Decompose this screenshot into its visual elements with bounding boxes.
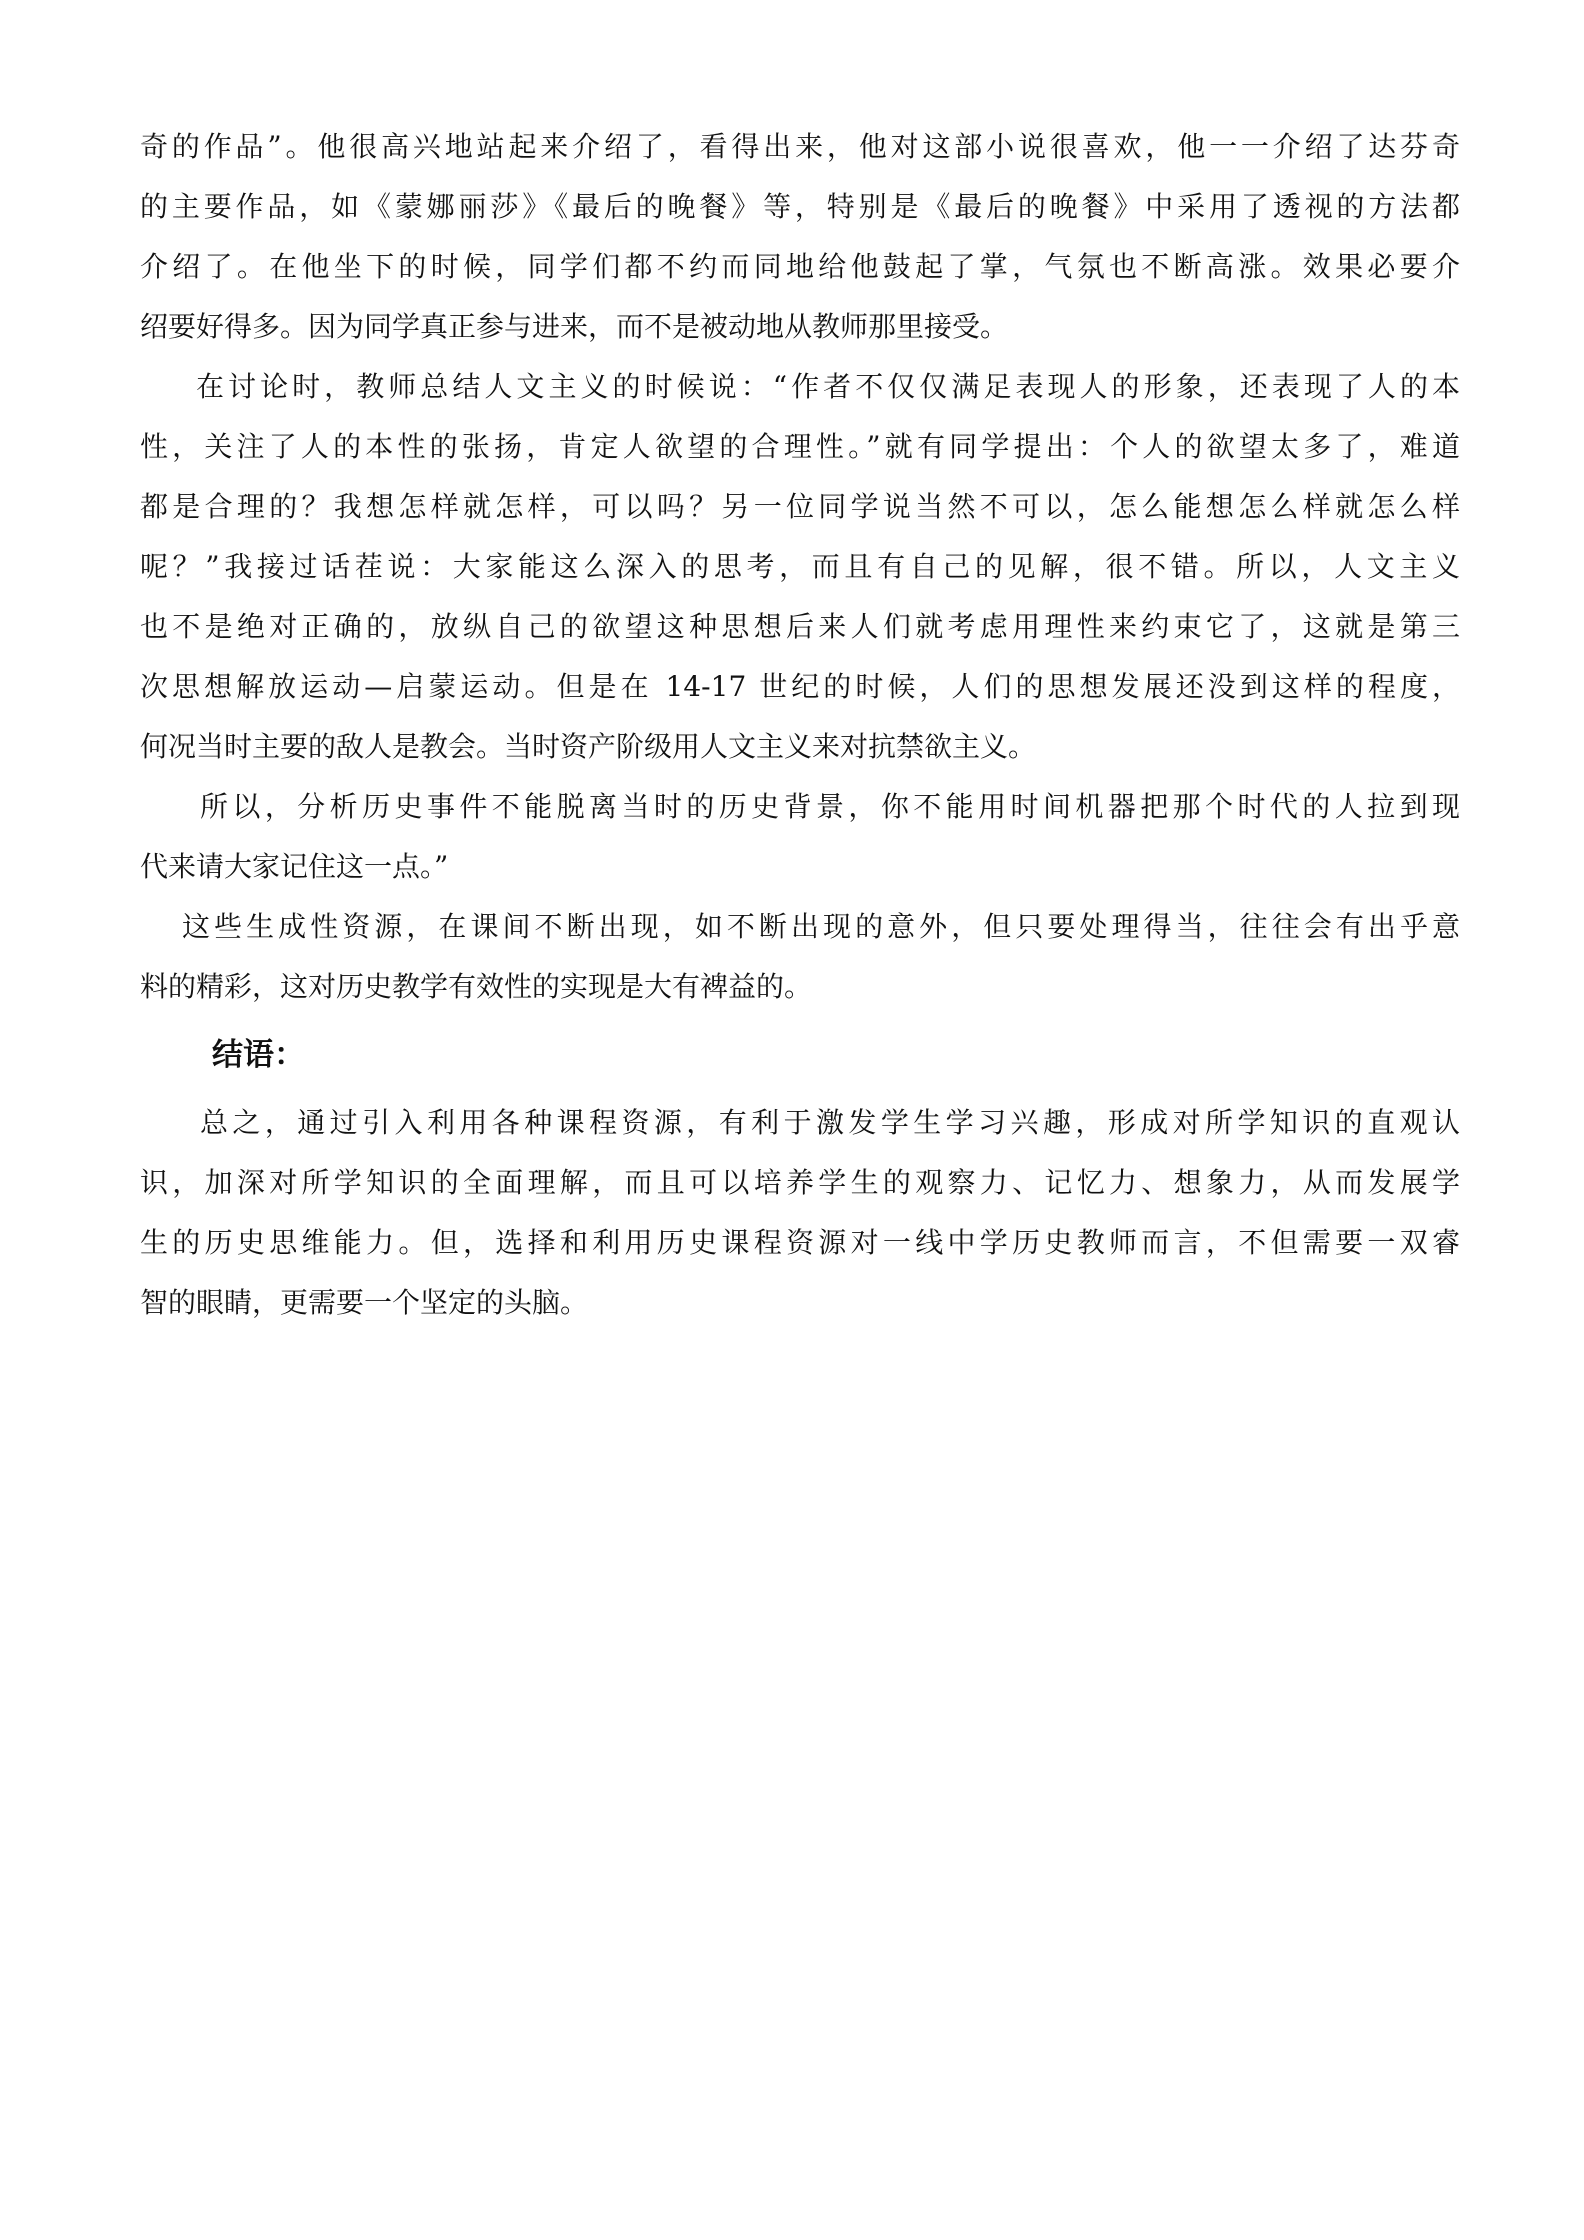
paragraph-line: 性，关注了人的本性的张扬，肯定人欲望的合理性。”就有同学提出：个人的欲望太多了，难道: [140, 430, 1460, 463]
paragraph-line: 呢？”我接过话茬说：大家能这么深入的思考，而且有自己的见解，很不错。所以，人文主义: [140, 550, 1460, 583]
paragraph-line: 奇的作品”。他很高兴地站起来介绍了，看得出来，他对这部小说很喜欢，他一一介绍了达芬奇: [140, 130, 1460, 163]
paragraph-line: 何况当时主要的敌人是教会。当时资产阶级用人文主义来对抗禁欲主义。: [140, 730, 1037, 763]
paragraph-line: 也不是绝对正确的，放纵自己的欲望这种思想后来人们就考虑用理性来约束它了，这就是第三: [140, 610, 1460, 643]
paragraph-line: 的主要作品，如《蒙娜丽莎》《最后的晚餐》等，特别是《最后的晚餐》中采用了透视的方法都: [140, 190, 1460, 223]
paragraph-line: 所以，分析历史事件不能脱离当时的历史背景，你不能用时间机器把那个时代的人拉到现: [200, 790, 1460, 823]
paragraph-line: 代来请大家记住这一点。”: [140, 850, 449, 883]
paragraph-line: 这些生成性资源，在课间不断出现，如不断出现的意外，但只要处理得当，往往会有出乎意: [182, 910, 1460, 943]
paragraph-line: 绍要好得多。因为同学真正参与进来，而不是被动地从教师那里接受。: [140, 310, 1009, 343]
paragraph-line: 料的精彩，这对历史教学有效性的实现是大有裨益的。: [140, 970, 813, 1003]
paragraph-line: 生的历史思维能力。但，选择和利用历史课程资源对一线中学历史教师而言，不但需要一双睿: [140, 1226, 1460, 1259]
paragraph-line: 次思想解放运动—启蒙运动。但是在 14-17 世纪的时候，人们的思想发展还没到这样的程度，: [140, 670, 1460, 703]
paragraph-line: 总之，通过引入利用各种课程资源，有利于激发学生学习兴趣，形成对所学知识的直观认: [200, 1106, 1460, 1139]
paragraph-line: 介绍了。在他坐下的时候，同学们都不约而同地给他鼓起了掌，气氛也不断高涨。效果必要介: [140, 250, 1460, 283]
section-heading: 结语：: [212, 1037, 305, 1073]
paragraph-line: 智的眼睛，更需要一个坚定的头脑。: [140, 1286, 589, 1319]
paragraph-line: 在讨论时，教师总结人文主义的时候说：“作者不仅仅满足表现人的形象，还表现了人的本: [196, 370, 1460, 403]
paragraph-line: 都是合理的？我想怎样就怎样，可以吗？另一位同学说当然不可以，怎么能想怎么样就怎么样: [140, 490, 1460, 523]
paragraph-line: 识，加深对所学知识的全面理解，而且可以培养学生的观察力、记忆力、想象力，从而发展学: [140, 1166, 1460, 1199]
